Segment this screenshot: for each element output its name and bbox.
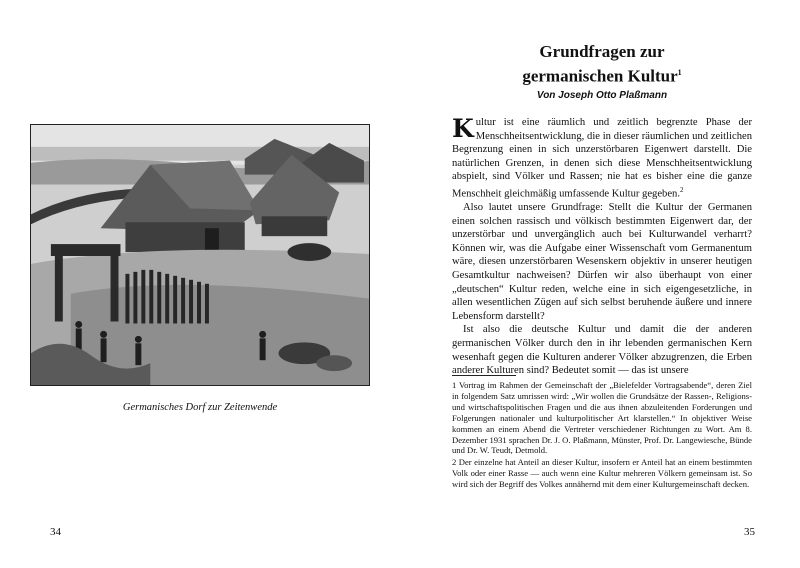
article-body	[452, 116, 752, 378]
village-drawing	[31, 125, 369, 385]
paragraph-1	[452, 116, 752, 201]
title-line-2	[452, 62, 752, 87]
footnote-divider	[452, 375, 516, 376]
illustration-caption: Germanisches Dorf zur Zeitenwende	[122, 402, 278, 413]
paragraph-1-text: ultur ist eine räumlich und zeitlich begrenzte Phase der Menschheitsentwicklung, die in dieser räumlichen und zeitlichen Begrenzung einen in sich unzerstörbaren Eigenwert darstellt. Die natürlichen Grenzen, in denen sich diese Menschheitsentwicklung abspielt, sind Völker und Rassen; nie hat es bisher eine die ganze Menschheit gleichmäßig umfassende Kultur gegeben.	[452, 117, 752, 200]
paragraph-3: Ist also die deutsche Kultur und damit die der anderen germanischen Völker durch den in ihr lebenden germanischen Kern wesenhaft gegen die Kulturen anderer Völker abzugrenzen, die Erben anderer Kulturen sind? Bedeutet somit — das ist unsere	[452, 324, 752, 377]
footnote-1: 1 Vortrag im Rahmen der Gemeinschaft der „Bielefelder Vortragsabende“, deren Ziel in folgendem Satz umrissen wird: „Wir wollen die Grundsätze der Rassen-, Religions- und wirtschaftspolitischen Fragen und die aus ihnen abzuleitenden Forderungen und Folgerungen nationaler und kulturpolitischer Art klarstellen.“ In objektiver Weise kommen an einem Abend die Vertreter verschiedener Richtungen zu Wort. Am 8. Dezember 1931 sprachen Dr. J. O. Plaßmann, Münster, Prof. Dr. Langewiesche, Bünde und Dr. W. Teudt, Detmold.	[452, 380, 752, 456]
village-illustration	[30, 124, 370, 386]
title-line-1: Grundfragen zur	[539, 42, 665, 61]
page-number-right: 35	[744, 526, 755, 538]
paragraph-2: Also lautet unsere Grundfrage: Stellt die Kultur der Germanen einen solchen rassisch und völkisch bestimmten Eigenwert dar, der unzerstörbar und unvergänglich auch bei Kulturwandel verharrt? Können wir, was die Aufgabe einer Wissenschaft vom Germanentum wäre, diesen unzerstörbaren Wesenskern objektiv in unserer heutigen Gesamtkultur nachweisen? Dürfen wir also überhaupt von einer „deutschen“ Kultur reden, welche eine in sich eigengesetzliche, in allen wesentlichen Zügen auf sich selbst beruhende äußere und innere Lebensform darstellt?	[452, 202, 752, 322]
page-number-left: 34	[50, 526, 61, 538]
drop-cap: K	[452, 114, 474, 143]
author-line: Von Joseph Otto Plaßmann	[536, 90, 668, 101]
article-title	[452, 41, 752, 87]
footnotes	[452, 380, 752, 491]
title-footnote-ref: 1	[677, 68, 682, 77]
paragraph-1-footnote-ref: 2	[680, 185, 684, 194]
footnote-2: 2 Der einzelne hat Anteil an dieser Kultur, insofern er Anteil hat an einem bestimmten Volk oder einer Rasse — auch wenn eine Kultur mehreren Völkern gemeinsam ist. So wird sich der Begriff des Volkes annähernd mit dem einer Kulturgemeinschaft decken.	[452, 457, 752, 490]
title-line-2-text: germanischen Kultur	[522, 66, 678, 86]
